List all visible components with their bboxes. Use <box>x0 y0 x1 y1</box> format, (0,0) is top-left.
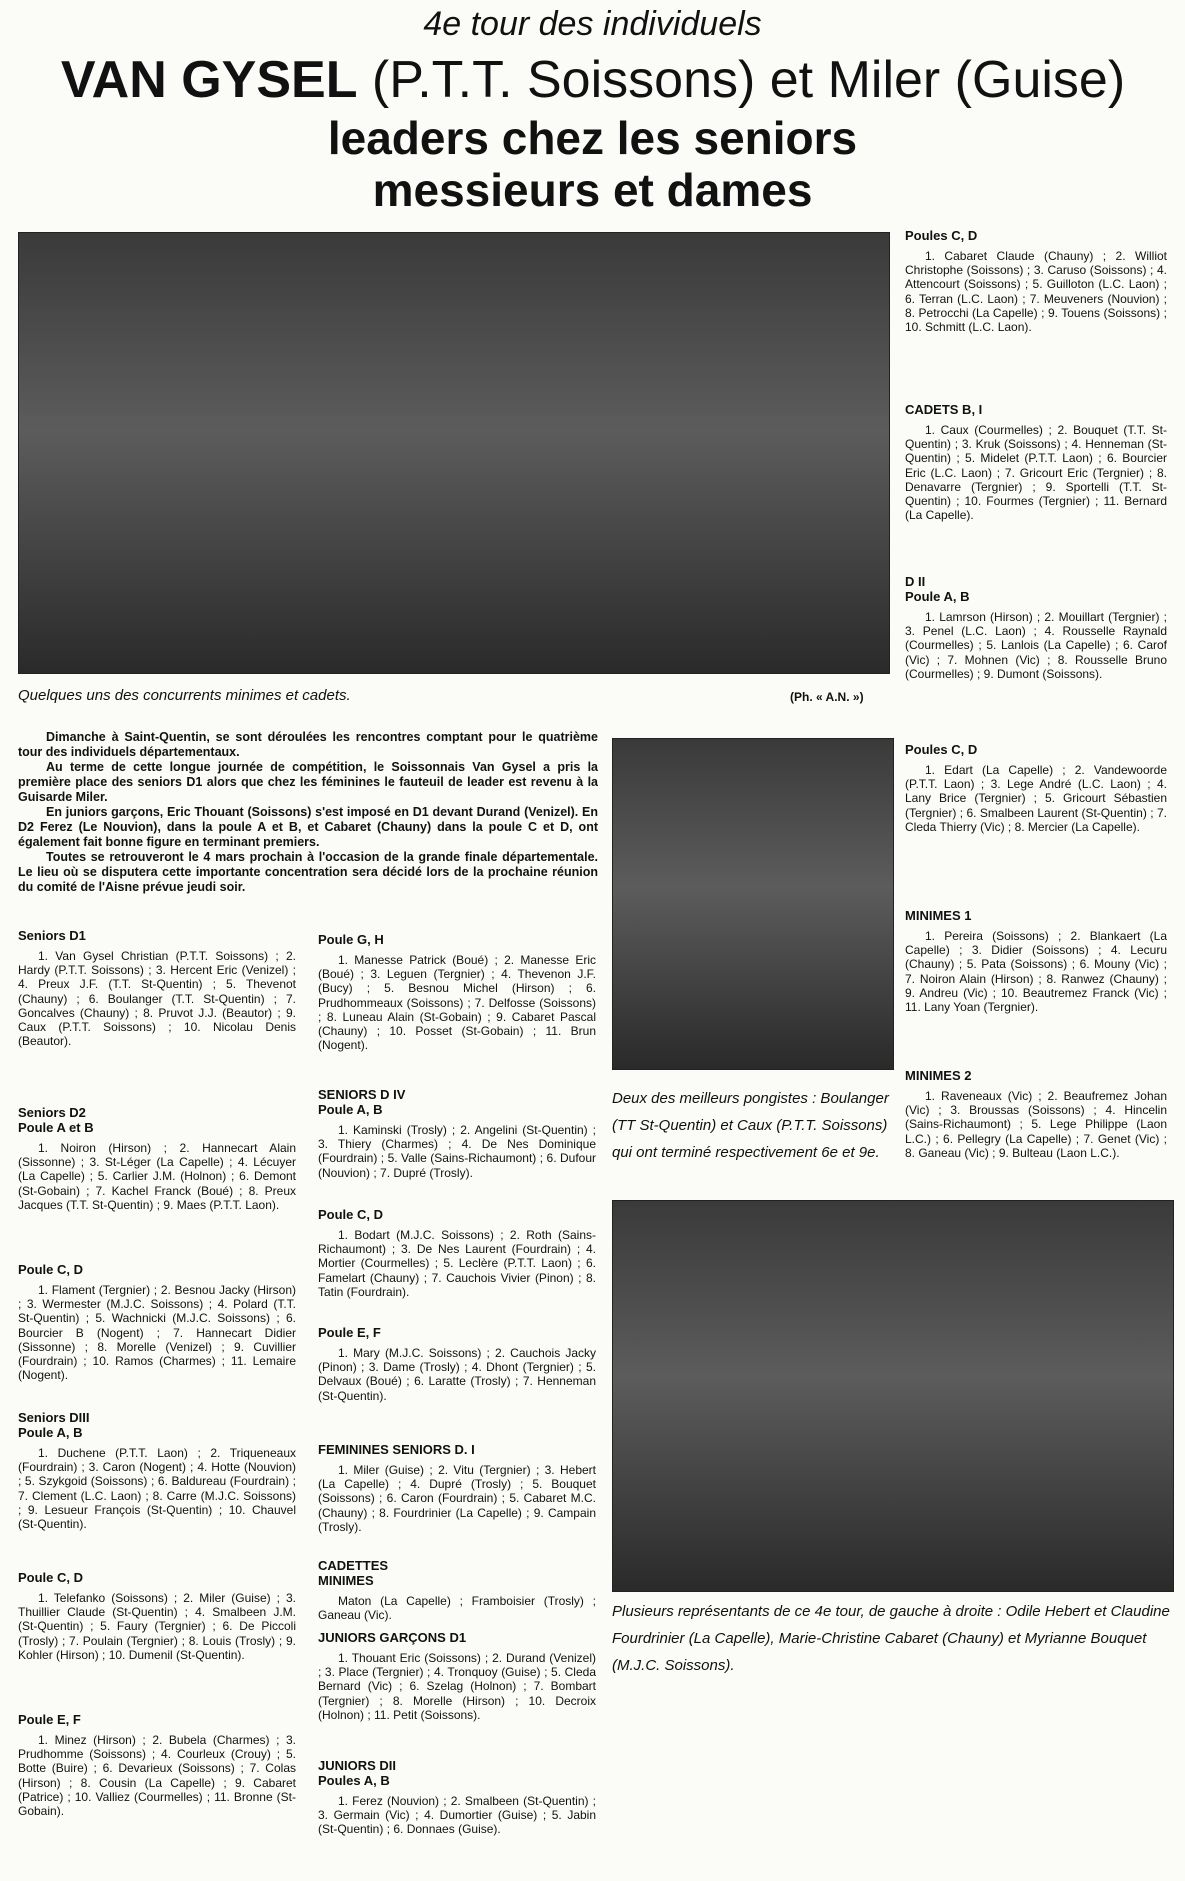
section-results: 1. Edart (La Capelle) ; 2. Vandewoorde (P.T.T. Laon) ; 3. Lege André (L.C. Laon) ; 4. Lany Brice (Tergnier) ; 5. Gricourt Sébastien (Tergnier) ; 6. Smalbeen Laurent (St-Quentin) ; 7. Cleda Thierry (Vic) ; 8. Mercier (La Capelle). <box>905 763 1167 834</box>
intro-paragraph: En juniors garçons, Eric Thouant (Soissons) s'est imposé en D1 devant Durand (Venizel). En D2 Ferez (Le Nouvion), dans la poule A et B, et Cabaret (Chauny) dans la poule C et D, ont également fait bonne figure en terminant premiers. <box>18 805 598 849</box>
results-section <box>318 1558 596 1622</box>
section-results: 1. Kaminski (Trosly) ; 2. Angelini (St-Quentin) ; 3. Thiery (Charmes) ; 4. De Nes Dominique (Fourdrain) ; 5. Valle (Sains-Richaumont) ; 6. Dufour (Nouvion) ; 7. Dupré (Trosly). <box>318 1123 596 1180</box>
section-title: Seniors D2 Poule A et B <box>18 1105 94 1135</box>
intro-paragraph: Toutes se retrouveront le 4 mars prochain à l'occasion de la grande finale départementale. Le lieu où se disputera cette importante concentration sera décidé lors de la prochaine réunion du comité de l'Aisne prévue jeudi soir. <box>18 850 598 894</box>
results-section <box>18 1105 296 1212</box>
section-title: JUNIORS GARÇONS D1 <box>318 1630 467 1645</box>
section-results: 1. Lamrson (Hirson) ; 2. Mouillart (Tergnier) ; 3. Penel (L.C. Laon) ; 4. Rousselle Raynald (Courmelles) ; 5. Lanlois (La Capelle) ; 6. Carof (Vic) ; 7. Mohnen (Vic) ; 8. Rousselle Bruno (Courmelles) ; 9. Dumont (Soissons). <box>905 610 1167 681</box>
results-section <box>905 228 1167 334</box>
section-title: MINIMES 1 <box>905 908 972 923</box>
results-section <box>18 928 296 1048</box>
headline-sub <box>0 112 1185 216</box>
intro-paragraph: Au terme de cette longue journée de compétition, le Soissonnais Van Gysel a pris la première place des seniors D1 alors que chez les féminines le fauteuil de leader est revenu à la Guisarde Miler. <box>18 760 598 804</box>
section-title: Poule C, D <box>18 1570 84 1585</box>
section-title: Poule C, D <box>18 1262 84 1277</box>
section-results: 1. Noiron (Hirson) ; 2. Hannecart Alain (Sissonne) ; 3. St-Léger (La Capelle) ; 4. Lécuyer (La Capelle) ; 5. Carlier J.M. (Holnon) ; 6. Demont (St-Gobain) ; 7. Kachel Franck (Boué) ; 8. Preux Jacques (T.T. St-Quentin) ; 9. Maes (P.T.T. Laon). <box>18 1141 296 1212</box>
section-title: D II Poule A, B <box>905 574 970 604</box>
section-results: 1. Miler (Guise) ; 2. Vitu (Tergnier) ; 3. Hebert (La Capelle) ; 4. Dupré (Trosly) ; 5. Bouquet (Soissons) ; 6. Caron (Fourdrain) ; 5. Cabaret M.C. (Chauny) ; 8. Fourdrinier (La Capelle) ; 9. Campain (Trosly). <box>318 1463 596 1534</box>
results-section <box>318 1207 596 1299</box>
main-photo-caption: Quelques uns des concurrents minimes et cadets. <box>18 687 351 704</box>
section-results: 1. Duchene (P.T.T. Laon) ; 2. Triqueneaux (Fourdrain) ; 3. Caron (Nogent) ; 4. Hotte (Nouvion) ; 5. Szykgoid (Soissons) ; 6. Baldureau (Fourdrain) ; 7. Clement (L.C. Laon) ; 8. Carre (M.J.C. Soissons) ; 9. Lesueur François (St-Quentin) ; 10. Chauvel (St-Quentin). <box>18 1446 296 1532</box>
results-section <box>318 1087 596 1180</box>
main-photo-credit: (Ph. « A.N. ») <box>790 690 864 704</box>
section-title: FEMININES SENIORS D. I <box>318 1442 475 1457</box>
results-section <box>18 1712 296 1818</box>
section-title: Poules C, D <box>905 228 978 243</box>
section-title: MINIMES 2 <box>905 1068 972 1083</box>
section-title: Seniors DIII Poule A, B <box>18 1410 90 1440</box>
results-section <box>905 1068 1167 1160</box>
section-title: Poule G, H <box>318 932 384 947</box>
section-title: Poule E, F <box>318 1325 381 1340</box>
headline-rest: (P.T.T. Soissons) et Miler (Guise) <box>357 51 1126 109</box>
intro-text <box>18 730 598 895</box>
section-results: 1. Mary (M.J.C. Soissons) ; 2. Cauchois Jacky (Pinon) ; 3. Dame (Trosly) ; 4. Dhont (Tergnier) ; 5. Delvaux (Boué) ; 6. Laratte (Trosly) ; 7. Henneman (St-Quentin). <box>318 1346 596 1403</box>
section-title: CADETS B, I <box>905 402 983 417</box>
intro-paragraph: Dimanche à Saint-Quentin, se sont déroulées les rencontres comptant pour le quatrième tour des individuels départementaux. <box>18 730 598 759</box>
headline-main <box>18 50 1168 110</box>
section-results: Maton (La Capelle) ; Framboisier (Trosly) ; Ganeau (Vic). <box>318 1594 596 1623</box>
results-section <box>318 1325 596 1403</box>
section-results: 1. Raveneaux (Vic) ; 2. Beaufremez Johan (Vic) ; 3. Broussas (Soissons) ; 4. Hincelin (Sains-Richaumont) ; 5. Lege Philippe (Laon L.C.) ; 6. Pellegry (La Capelle) ; 7. Genet (Vic) ; 8. Ganeau (Vic) ; 9. Bulteau (Laon L.C.). <box>905 1089 1167 1160</box>
pongistes-caption: Deux des meilleurs pongistes : Boulanger (TT St-Quentin) et Caux (P.T.T. Soissons) qui ont terminé respectivement 6e et 9e. <box>612 1090 889 1161</box>
section-title: Seniors D1 <box>18 928 86 943</box>
results-section <box>318 1630 596 1722</box>
section-title: Poule C, D <box>318 1207 384 1222</box>
section-title: SENIORS D IV Poule A, B <box>318 1087 406 1117</box>
women-photo <box>612 1200 1174 1592</box>
section-title: JUNIORS DII Poules A, B <box>318 1758 397 1788</box>
results-section <box>18 1262 296 1382</box>
women-caption: Plusieurs représentants de ce 4e tour, de gauche à droite : Odile Hebert et Claudine Fourdrinier (La Capelle), Marie-Christine Cabaret (Chauny) et Myrianne Bouquet (M.J.C. Soissons). <box>612 1603 1170 1674</box>
headline-sub-line2: messieurs et dames <box>372 164 813 216</box>
section-results: 1. Caux (Courmelles) ; 2. Bouquet (T.T. St-Quentin) ; 3. Kruk (Soissons) ; 4. Henneman (St-Quentin) ; 5. Midelet (P.T.T. Laon) ; 6. Bourcier Eric (L.C. Laon) ; 7. Gricourt Eric (Tergnier) ; 8. Denavarre (Tergnier) ; 9. Sportelli (T.T. St-Quentin) ; 10. Fourmes (Tergnier) ; 11. Bernard (La Capelle). <box>905 423 1167 523</box>
section-results: 1. Pereira (Soissons) ; 2. Blankaert (La Capelle) ; 3. Didier (Soissons) ; 4. Lecuru (Chauny) ; 5. Pata (Soissons) ; 6. Mouny (Vic) ; 7. Noiron Alain (Hirson) ; 8. Ranwez (Chauny) ; 9. Andreu (Vic) ; 10. Beautremez Franck (Vic) ; 11. Lany Yoan (Tergnier). <box>905 929 1167 1015</box>
section-results: 1. Minez (Hirson) ; 2. Bubela (Charmes) ; 3. Prudhomme (Soissons) ; 4. Courleux (Crouy) ; 5. Botte (Buire) ; 6. Devarieux (Soissons) ; 7. Colas (Hirson) ; 8. Cousin (La Capelle) ; 9. Cabaret (Patrice) ; 10. Valliez (Courmelles) ; 11. Bronne (St-Gobain). <box>18 1733 296 1819</box>
results-section <box>318 1758 596 1837</box>
section-results: 1. Ferez (Nouvion) ; 2. Smalbeen (St-Quentin) ; 3. Germain (Vic) ; 4. Dumortier (Guise) ; 5. Jabin (St-Quentin) ; 6. Donnaes (Guise). <box>318 1794 596 1837</box>
section-results: 1. Manesse Patrick (Boué) ; 2. Manesse Eric (Boué) ; 3. Leguen (Tergnier) ; 4. Thevenon J.F. (Bucy) ; 5. Besnou Michel (Hirson) ; 6. Prudhommeaux (Soissons) ; 7. Delfosse (Soissons) ; 8. Luneau Alain (St-Gobain) ; 9. Cabaret Pascal (Chauny) ; 10. Posset (St-Gobain) ; 11. Brun (Nogent). <box>318 953 596 1053</box>
section-results: 1. Flament (Tergnier) ; 2. Besnou Jacky (Hirson) ; 3. Wermester (M.J.C. Soissons) ; 4. Polard (T.T. St-Quentin) ; 5. Wachnicki (M.J.C. Soissons) ; 6. Bourcier B (Nogent) ; 7. Hannecart Didier (Sissonne) ; 8. Morelle (Venizel) ; 9. Cuvillier (Fourdrain) ; 10. Ramos (Charmes) ; 11. Lemaire (Nogent). <box>18 1283 296 1383</box>
section-results: 1. Telefanko (Soissons) ; 2. Miler (Guise) ; 3. Thuillier Claude (St-Quentin) ; 4. Smalbeen J.M. (St-Quentin) ; 5. Faury (Tergnier) ; 6. De Piccoli (Trosly) ; 7. Poulain (Tergnier) ; 8. Louis (Trosly) ; 9. Kohler (Hirson) ; 10. Dumenil (St-Quentin). <box>18 1591 296 1662</box>
section-results: 1. Van Gysel Christian (P.T.T. Soissons) ; 2. Hardy (P.T.T. Soissons) ; 3. Hercent Eric (Venizel) ; 4. Preux J.F. (T.T. St-Quentin) ; 5. Thevenot (Chauny) ; 6. Boulanger (T.T. St-Quentin) ; 7. Goncalves (Chauny) ; 8. Pruvot J.J. (Beautor) ; 9. Caux (P.T.T. Soissons) ; 10. Nicolau Denis (Beautor). <box>18 949 296 1049</box>
results-section <box>905 742 1167 834</box>
section-results: 1. Thouant Eric (Soissons) ; 2. Durand (Venizel) ; 3. Place (Tergnier) ; 4. Tronquoy (Guise) ; 5. Cleda Bernard (Vic) ; 6. Szelag (Holnon) ; 7. Bombart (Tergnier) ; 8. Morelle (Hirson) ; 10. Decroix (Holnon) ; 11. Petit (Soissons). <box>318 1651 596 1722</box>
section-results: 1. Bodart (M.J.C. Soissons) ; 2. Roth (Sains-Richaumont) ; 3. De Nes Laurent (Fourdrain) ; 4. Mortier (Courmelles) ; 5. Leclère (P.T.T. Laon) ; 6. Famelart (Chauny) ; 7. Cauchois Vivier (Pinon) ; 8. Tatin (Fourdrain). <box>318 1228 596 1299</box>
results-section <box>318 932 596 1052</box>
results-section <box>318 1442 596 1534</box>
results-section <box>905 402 1167 522</box>
pongistes-photo <box>612 738 894 1070</box>
section-title: Poules C, D <box>905 742 978 757</box>
headline-kicker: 4e tour des individuels <box>423 5 762 43</box>
headline-bold-name: VAN GYSEL <box>60 51 358 109</box>
section-title: CADETTES MINIMES <box>318 1558 389 1588</box>
results-section <box>18 1570 296 1662</box>
results-section <box>905 574 1167 681</box>
section-title: Poule E, F <box>18 1712 81 1727</box>
results-section <box>18 1410 296 1531</box>
headline-sub-line1: leaders chez les seniors <box>327 112 858 164</box>
section-results: 1. Cabaret Claude (Chauny) ; 2. Williot Christophe (Soissons) ; 3. Caruso (Soissons) ; 4. Attencourt (Soissons) ; 5. Guilloton (L.C. Laon) ; 6. Terran (L.C. Laon) ; 7. Meuveners (Nouvion) ; 8. Petrocchi (La Capelle) ; 9. Touens (Soissons) ; 10. Schmitt (L.C. Laon). <box>905 249 1167 335</box>
results-section <box>905 908 1167 1014</box>
main-photo <box>18 232 890 674</box>
